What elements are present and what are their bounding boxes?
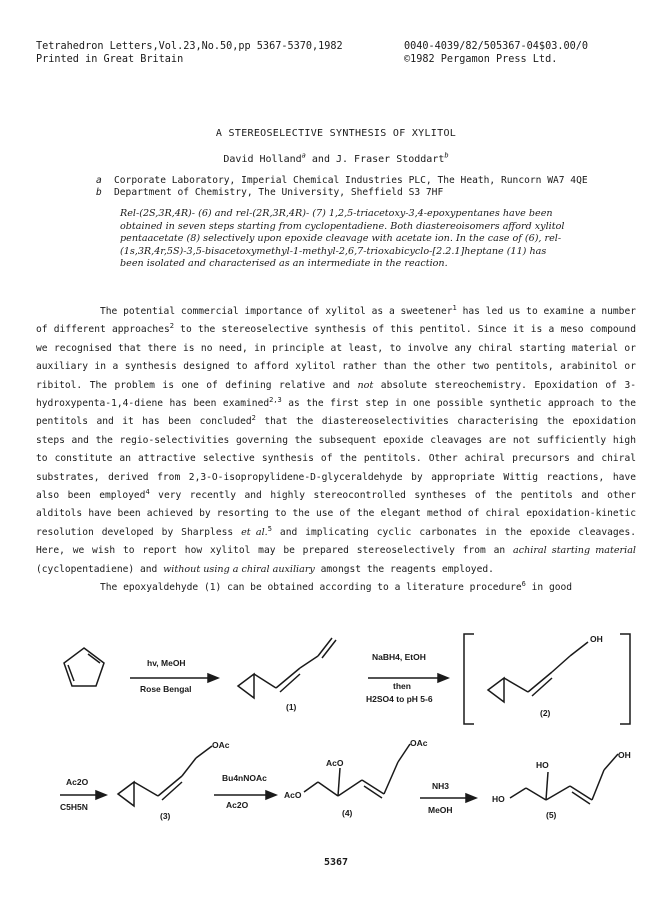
affiliation-a: a Corporate Laboratory, Imperial Chemical Industries PLC, The Heath, Runcorn WA7 4QE [96, 175, 588, 186]
journal-citation: Tetrahedron Letters,Vol.23,No.50,pp 5367-5370,1982 [36, 41, 343, 52]
step4-reagent-top: Bu4nNOAc [222, 773, 267, 783]
compound-5-structure [510, 754, 618, 804]
step5-reagent-top: NH3 [432, 781, 450, 791]
paper-title: A STEREOSELECTIVE SYNTHESIS OF XYLITOL [215, 128, 457, 139]
label-compound-3: (3) [160, 811, 171, 821]
compound-3-structure [118, 746, 212, 806]
compound-2-structure [488, 642, 588, 702]
step2-reagent-bottom: H2SO4 to pH 5-6 [366, 694, 433, 704]
step2-reagent-top: NaBH4, EtOH [372, 652, 426, 662]
step1-reagent-bottom: Rose Bengal [140, 684, 192, 694]
step2-reagent-mid: then [393, 681, 411, 691]
paragraph-2: The epoxyaldehyde (1) can be obtained according to a literature procedure$^6$ in good [100, 579, 573, 594]
label-compound-1: (1) [286, 702, 297, 712]
compound-4-aco-left: AcO [284, 790, 302, 800]
label-compound-5: (5) [546, 810, 557, 820]
step3-reagent-bottom: C5H5N [60, 802, 88, 812]
author-and: and [305, 154, 336, 165]
journal-header-right [404, 40, 588, 66]
compound-4-oac-top: OAc [410, 738, 428, 748]
compound-3-oac: OAc [212, 740, 230, 750]
bracket-left [464, 634, 474, 724]
journal-header-left [36, 40, 343, 66]
compound-5-ho-left: HO [492, 794, 505, 804]
body-text [36, 303, 636, 598]
author-mark-b: b [444, 151, 449, 160]
step3-reagent-top: Ac2O [66, 777, 89, 787]
copyright: ©1982 Pergamon Press Ltd. [404, 54, 558, 65]
step1-reagent-top: hv, MeOH [147, 658, 186, 668]
step4-reagent-bottom: Ac2O [226, 800, 249, 810]
paragraph-1: The potential commercial importance of xylitol as a sweetener$^1$ has led us to examine a number of different approaches$^2$ to the stereoselective synthesis of this pentitol. Since it is a meso compound we recognised that there is no need, in principle at least, to involve any chiral starting material or auxiliary in a synthesis designed to afford xylitol rather than the other two pentitols, arabinitol or ribitol. The problem is one of defining relative and not absolute stereochemistry. Epoxidation of 3-hydroxypenta-1,4-diene has been examined$^{2,3}$ as the first step in one possible synthetic approach to the pentitols and it has been concluded$^2$ that the diastereoselectivities characterising the epoxidation steps and the regio-selectivities governing the subsequent epoxide cleavages are not sufficiently high to constitute an attractive selective synthesis of the pentitols. Other achiral precursors and chiral substrates, derived from 2,3-O-isopropylidene-D-glyceraldehyde by appropriate Wittig reactions, have also been employed$^4$ very recently and highly stereocontrolled syntheses of the pentitols and other alditols have been achieved by resorting to the use of the elegant method of chiral epoxidation-kinetic resolution developed by Sharpless et al.$^5$ and implicating cyclic carbonates in the epoxide cleavages. Here, we wish to report how xylitol may be prepared stereoselectively from an achiral starting material (cyclopentadiene) and without using a chiral auxiliary amongst the reagents employed. [36, 303, 636, 575]
cyclopentadiene-structure [64, 648, 104, 686]
bracket-right [620, 634, 630, 724]
affiliation-b: b Department of Chemistry, The University, Sheffield S3 7HF [96, 187, 444, 198]
affiliations [96, 175, 588, 199]
compound-2-oh: OH [590, 634, 603, 644]
author-mark-a: a [301, 151, 306, 160]
page-number: 5367 [323, 857, 349, 868]
label-compound-4: (4) [342, 808, 353, 818]
abstract: Rel-(2S,3R,4R)- (6) and rel-(2R,3R,4R)- (7) 1,2,5-triacetoxy-3,4-epoxypentanes have been obtained in seven steps starting from cyclopentadiene. Both diastereoisomers afford xylitol pentaacetate (8) selectively upon epoxide cleavage with acetate ion. In the case of (6), rel-(1s,3R,4r,5S)-3,5-bisacetoxymethyl-1-methyl-2,6,7-trioxabicyclo-[2.2.1]heptane (11) has been isolated and characterised as an intermediate in the reaction. [120, 208, 565, 270]
label-compound-2: (2) [540, 708, 551, 718]
compound-1-structure [238, 638, 336, 698]
author-line [0, 151, 672, 165]
compound-5-oh-top: OH [618, 750, 631, 760]
printed-in: Printed in Great Britain [36, 54, 184, 65]
article-code: 0040-4039/82/505367-04$03.00/0 [404, 41, 589, 52]
author-holland: David Holland [223, 154, 302, 165]
author-stoddart: J. Fraser Stoddart [336, 154, 445, 165]
reaction-scheme [0, 630, 672, 830]
step5-reagent-bottom: MeOH [428, 805, 453, 815]
compound-4-aco-middle: AcO [326, 758, 344, 768]
compound-5-ho-middle: HO [536, 760, 549, 770]
compound-4-structure [304, 744, 410, 798]
